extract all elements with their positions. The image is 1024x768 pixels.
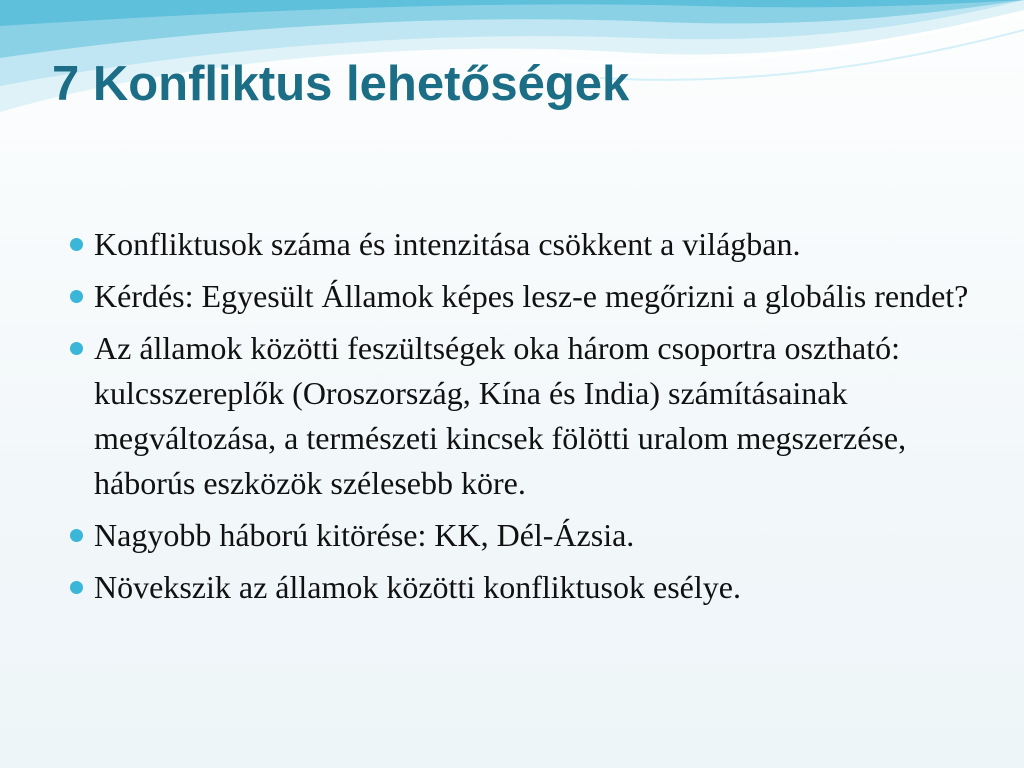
- bullet-item: [70, 222, 970, 267]
- bullet-list: [70, 222, 970, 617]
- bullet-item: [70, 565, 970, 610]
- slide-title: 7 Konfliktus lehetőségek: [52, 57, 630, 111]
- bullet-text: Növekszik az államok közötti konfliktusok esélye.: [94, 569, 741, 605]
- bullet-item: [70, 326, 970, 506]
- bullet-marker-icon: [70, 342, 83, 355]
- bullet-text: Kérdés: Egyesült Államok képes lesz-e megőrizni a globális rendet?: [94, 278, 969, 314]
- bullet-text: Az államok közötti feszültségek oka három csoportra osztható: kulcsszereplők (Oroszország, Kína és India) számításainak megváltozása, a természeti kincsek fölötti uralom megszerzése, háborús eszközök szélesebb köre.: [94, 330, 907, 501]
- bullet-marker-icon: [70, 238, 83, 251]
- bullet-marker-icon: [70, 290, 83, 303]
- bullet-item: [70, 274, 970, 319]
- bullet-marker-icon: [70, 529, 83, 542]
- bullet-text: Nagyobb háború kitörése: KK, Dél-Ázsia.: [94, 517, 635, 553]
- bullet-marker-icon: [70, 581, 83, 594]
- bullet-text: Konfliktusok száma és intenzitása csökkent a világban.: [94, 226, 801, 262]
- bullet-item: [70, 513, 970, 558]
